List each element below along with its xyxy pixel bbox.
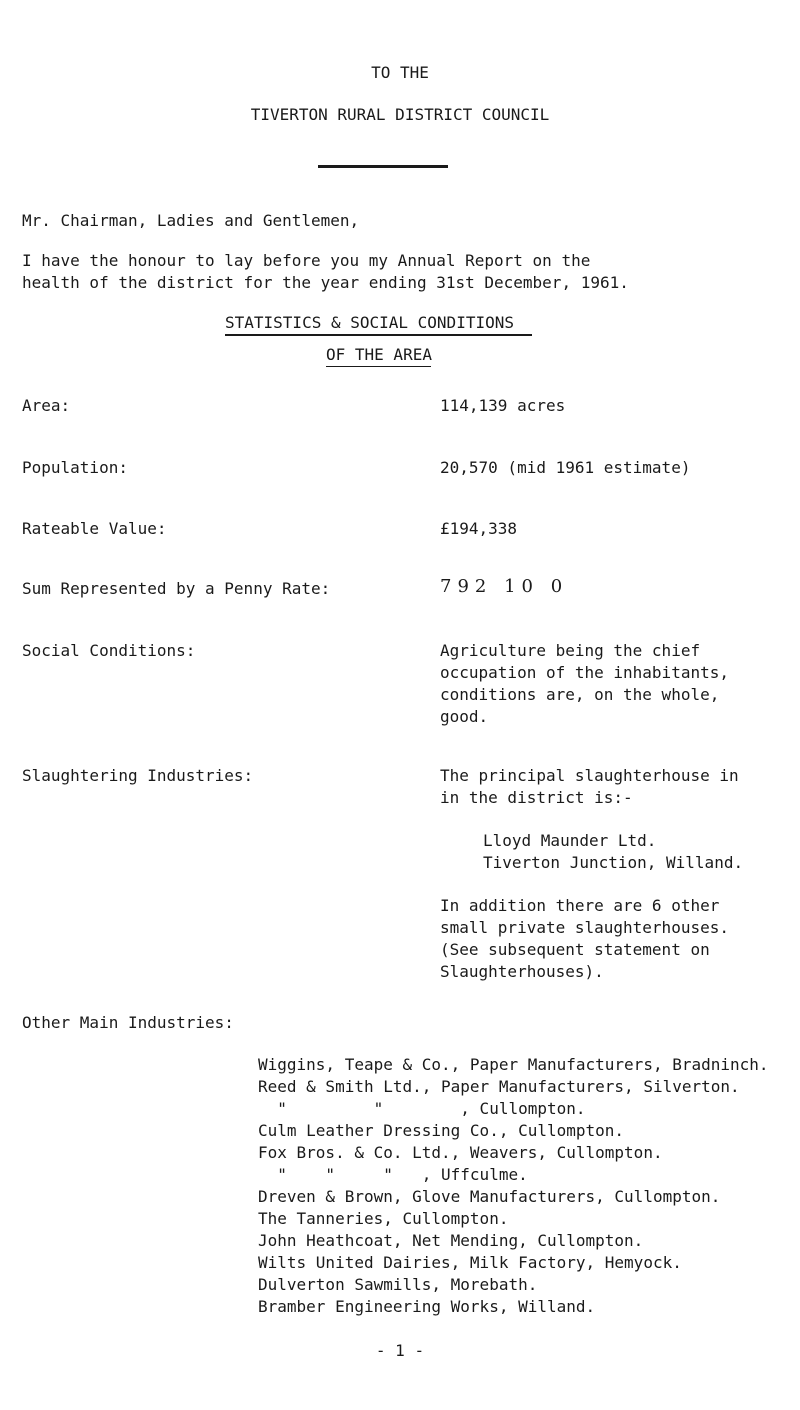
slaughter-addition-line-1: In addition there are 6 other — [440, 896, 720, 915]
penny-rate-value: 792 10 0 — [440, 576, 569, 597]
slaughter-company-name: Lloyd Maunder Ltd. — [483, 831, 657, 850]
slaughter-addition-line-2: small private slaughterhouses. — [440, 918, 729, 937]
section-title: STATISTICS & SOCIAL CONDITIONS — [225, 313, 514, 332]
social-conditions-label: Social Conditions: — [22, 641, 196, 660]
industry-line-11: Dulverton Sawmills, Morebath. — [258, 1275, 538, 1294]
industry-line-3: " " , Cullompton. — [258, 1099, 586, 1118]
industry-line-4: Culm Leather Dressing Co., Cullompton. — [258, 1121, 625, 1140]
slaughter-company-address: Tiverton Junction, Willand. — [483, 853, 744, 872]
header-to-the: TO THE — [371, 63, 429, 82]
industry-line-2: Reed & Smith Ltd., Paper Manufacturers, Silverton. — [258, 1077, 740, 1096]
industry-line-1: Wiggins, Teape & Co., Paper Manufacturers, Bradninch. — [258, 1055, 769, 1074]
social-line-3: conditions are, on the whole, — [440, 685, 720, 704]
rateable-value: £194,338 — [440, 519, 518, 538]
intro-line-1: I have the honour to lay before you my Annual Report on the — [22, 251, 591, 270]
rateable-value-label: Rateable Value: — [22, 519, 167, 538]
social-line-4: good. — [440, 707, 489, 726]
intro-line-2: health of the district for the year ending 31st December, 1961. — [22, 273, 629, 292]
section-subtitle-underline — [326, 366, 431, 367]
slaughter-addition-line-4: Slaughterhouses). — [440, 962, 604, 981]
population-label: Population: — [22, 458, 128, 477]
area-value: 114,139 acres — [440, 396, 566, 415]
industry-line-12: Bramber Engineering Works, Willand. — [258, 1297, 596, 1316]
social-line-1: Agriculture being the chief — [440, 641, 701, 660]
industry-line-8: The Tanneries, Cullompton. — [258, 1209, 509, 1228]
social-line-2: occupation of the inhabitants, — [440, 663, 729, 682]
area-label: Area: — [22, 396, 71, 415]
section-subtitle: OF THE AREA — [326, 345, 432, 364]
salutation: Mr. Chairman, Ladies and Gentlemen, — [22, 211, 360, 230]
industry-line-9: John Heathcoat, Net Mending, Cullompton. — [258, 1231, 644, 1250]
slaughter-line-2: in the district is:- — [440, 788, 633, 807]
industry-line-7: Dreven & Brown, Glove Manufacturers, Cullompton. — [258, 1187, 721, 1206]
population-value: 20,570 (mid 1961 estimate) — [440, 458, 691, 477]
other-industries-label: Other Main Industries: — [22, 1013, 234, 1032]
slaughter-addition-line-3: (See subsequent statement on — [440, 940, 710, 959]
industry-line-10: Wilts United Dairies, Milk Factory, Hemyock. — [258, 1253, 682, 1272]
industry-line-5: Fox Bros. & Co. Ltd., Weavers, Cullompton. — [258, 1143, 663, 1162]
slaughtering-label: Slaughtering Industries: — [22, 766, 254, 785]
penny-rate-label: Sum Represented by a Penny Rate: — [22, 579, 331, 598]
slaughter-line-1: The principal slaughterhouse in — [440, 766, 739, 785]
industry-line-6: " " " , Uffculme. — [258, 1165, 528, 1184]
section-title-underline — [225, 334, 532, 336]
header-divider — [318, 165, 448, 168]
header-council-name: TIVERTON RURAL DISTRICT COUNCIL — [250, 105, 550, 124]
page-number: - 1 - — [375, 1341, 425, 1360]
